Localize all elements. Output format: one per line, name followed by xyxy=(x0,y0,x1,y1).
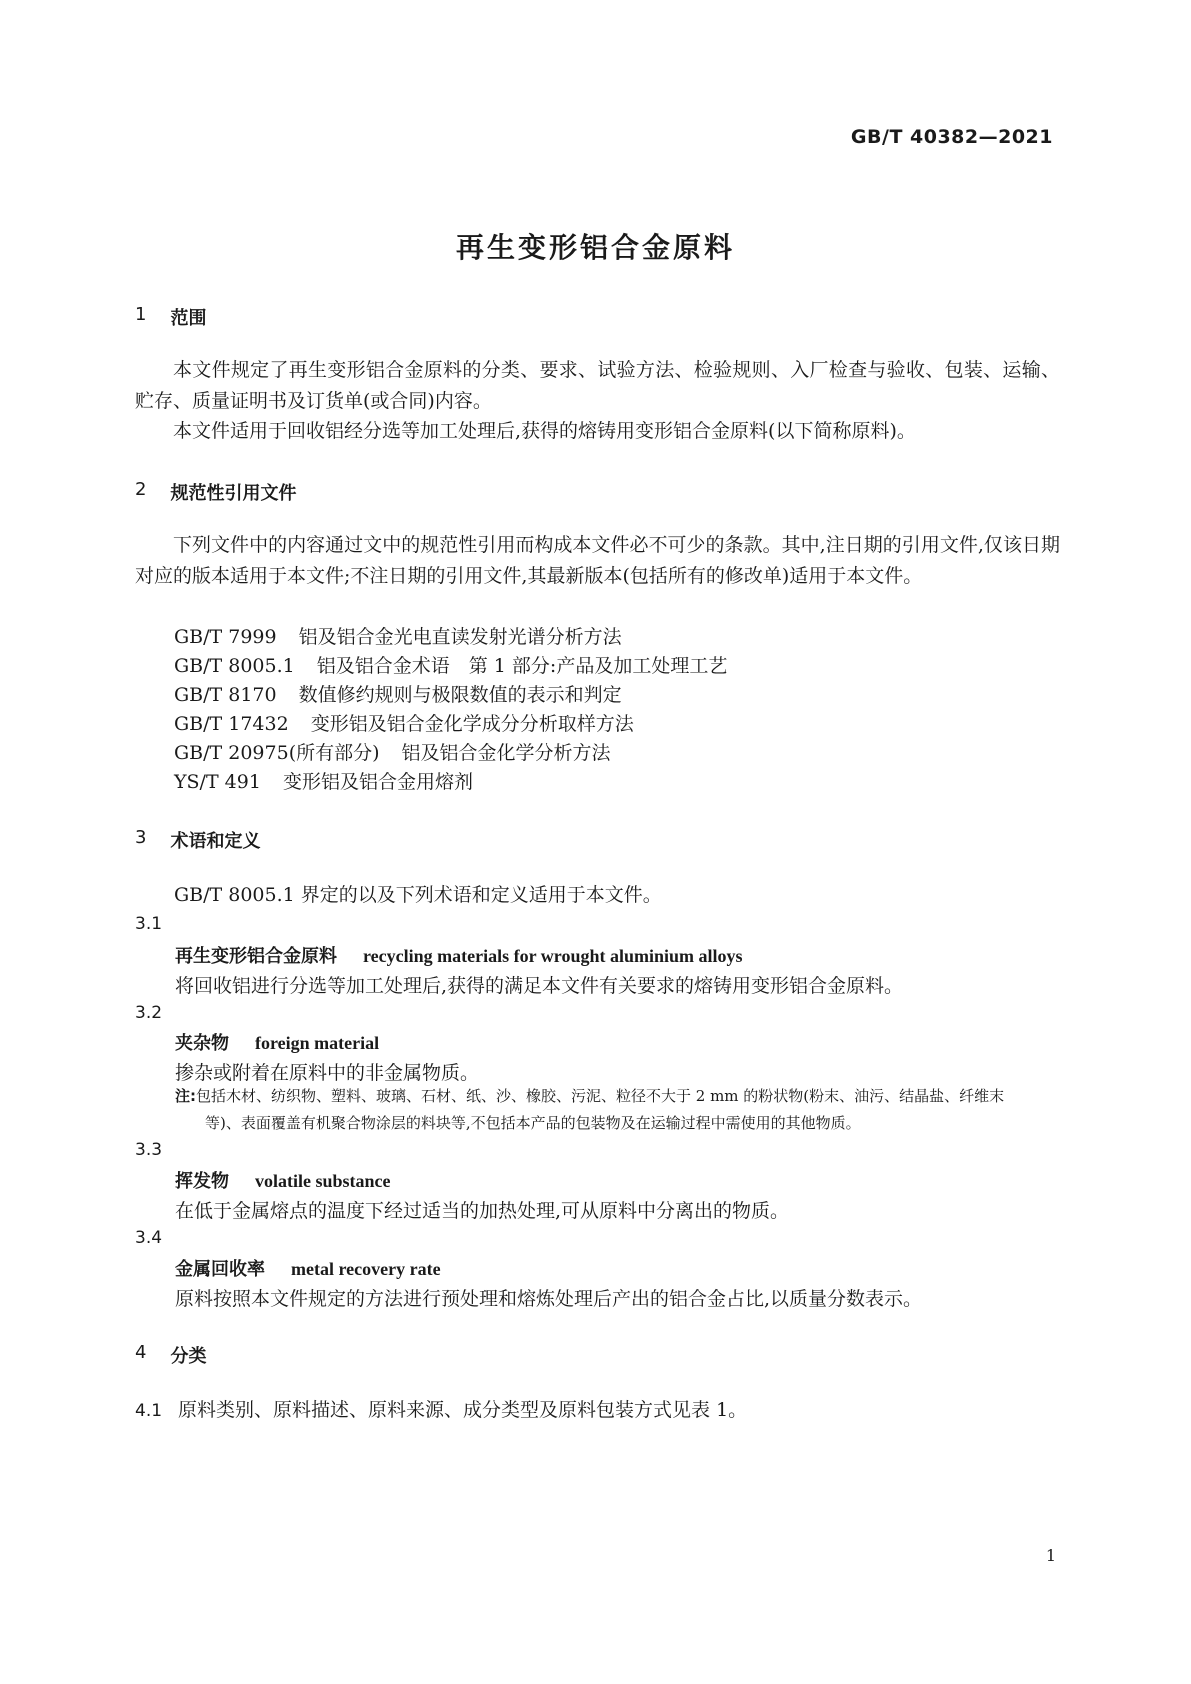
reference-item xyxy=(174,651,727,678)
reference-title: 铝及铝合金化学分析方法 xyxy=(401,742,611,764)
reference-code: YS/T 491 xyxy=(174,771,261,793)
section-title: 术语和定义 xyxy=(170,831,261,852)
term-english: volatile substance xyxy=(255,1171,391,1191)
term-number: 3.4 xyxy=(135,1228,163,1248)
reference-code: GB/T 7999 xyxy=(174,626,277,648)
page-number: 1 xyxy=(1045,1546,1056,1565)
note-label: 注: xyxy=(175,1087,196,1105)
terms-intro: GB/T 8005.1 界定的以及下列术语和定义适用于本文件。 xyxy=(174,884,662,906)
section-number: 2 xyxy=(135,479,147,500)
section-title: 规范性引用文件 xyxy=(170,483,297,504)
term-english: recycling materials for wrought aluminium alloys xyxy=(363,946,743,966)
term-definition: 将回收铝进行分选等加工处理后,获得的满足本文件有关要求的熔铸用变形铝合金原料。 xyxy=(175,975,904,997)
reference-code: GB/T 8170 xyxy=(174,684,277,706)
section-number: 3 xyxy=(135,827,147,848)
document-title: 再生变形铝合金原料 xyxy=(455,231,735,264)
term-english: metal recovery rate xyxy=(291,1259,441,1279)
reference-item xyxy=(174,709,634,736)
section-2-heading xyxy=(135,479,296,505)
scope-paragraph-2: 本文件适用于回收铝经分选等加工处理后,获得的熔铸用变形铝合金原料(以下简称原料)。 xyxy=(173,420,916,442)
term-chinese: 挥发物 xyxy=(175,1171,229,1192)
section-4-heading xyxy=(135,1342,206,1368)
term-heading xyxy=(175,1255,441,1281)
clause-4-1 xyxy=(135,1395,747,1422)
term-note xyxy=(175,1083,1060,1137)
section-number: 1 xyxy=(135,304,147,325)
term-english: foreign material xyxy=(255,1033,380,1053)
reference-title: 变形铝及铝合金化学成分分析取样方法 xyxy=(310,713,634,735)
reference-code: GB/T 17432 xyxy=(174,713,289,735)
term-heading xyxy=(175,1167,391,1193)
reference-item xyxy=(174,738,611,765)
section-1-heading xyxy=(135,304,206,330)
term-heading xyxy=(175,942,743,968)
normative-references-intro: 下列文件中的内容通过文中的规范性引用而构成本文件必不可少的条款。其中,注日期的引用文件,仅该日期对应的版本适用于本文件;不注日期的引用文件,其最新版本(包括所有的修改单)适用于本文件。 xyxy=(135,534,1060,587)
term-definition: 在低于金属熔点的温度下经过适当的加热处理,可从原料中分离出的物质。 xyxy=(175,1200,790,1222)
reference-item xyxy=(174,622,622,649)
reference-code: GB/T 8005.1 xyxy=(174,655,295,677)
reference-item xyxy=(174,767,473,794)
standard-code: GB/T 40382—2021 xyxy=(850,126,1053,148)
term-chinese: 金属回收率 xyxy=(175,1259,265,1280)
term-chinese: 夹杂物 xyxy=(175,1033,229,1054)
clause-text: 原料类别、原料描述、原料来源、成分类型及原料包装方式见表 1。 xyxy=(178,1399,748,1421)
section-3-heading xyxy=(135,827,260,853)
reference-code: GB/T 20975(所有部分) xyxy=(174,742,380,764)
reference-title: 变形铝及铝合金用熔剂 xyxy=(282,771,473,793)
reference-title: 铝及铝合金术语 第 1 部分:产品及加工处理工艺 xyxy=(316,655,728,677)
term-number: 3.3 xyxy=(135,1140,163,1160)
term-chinese: 再生变形铝合金原料 xyxy=(175,946,337,967)
term-definition: 掺杂或附着在原料中的非金属物质。 xyxy=(175,1062,480,1084)
reference-item xyxy=(174,680,622,707)
section-title: 范围 xyxy=(170,308,207,329)
note-text-line-1: 包括木材、纺织物、塑料、玻璃、石材、纸、沙、橡胶、污泥、粒径不大于 2 mm 的粉状物(粉末、油污、结晶盐、纤维末 xyxy=(196,1087,1005,1105)
term-heading xyxy=(175,1029,379,1055)
term-number: 3.2 xyxy=(135,1003,163,1023)
reference-title: 铝及铝合金光电直读发射光谱分析方法 xyxy=(298,626,622,648)
term-number: 3.1 xyxy=(135,914,163,934)
scope-paragraph-1: 本文件规定了再生变形铝合金原料的分类、要求、试验方法、检验规则、入厂检查与验收、包装、运输、贮存、质量证明书及订货单(或合同)内容。 xyxy=(135,359,1060,412)
note-text-line-2: 等)、表面覆盖有机聚合物涂层的料块等,不包括本产品的包装物及在运输过程中需使用的其他物质。 xyxy=(205,1114,861,1132)
term-definition: 原料按照本文件规定的方法进行预处理和熔炼处理后产出的铝合金占比,以质量分数表示。 xyxy=(175,1288,923,1310)
reference-title: 数值修约规则与极限数值的表示和判定 xyxy=(298,684,622,706)
section-number: 4 xyxy=(135,1342,147,1363)
clause-number: 4.1 xyxy=(135,1401,163,1421)
section-title: 分类 xyxy=(170,1346,207,1367)
